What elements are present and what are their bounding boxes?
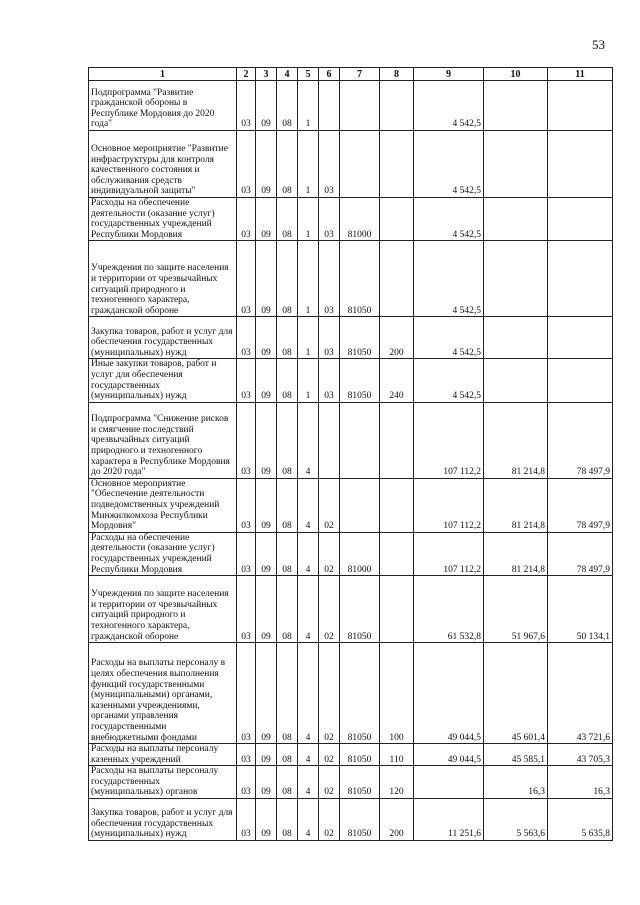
code-cell: 09	[256, 744, 277, 766]
table-row	[89, 131, 613, 198]
amount-cell: 49 044,5	[414, 744, 484, 766]
amount-cell: 49 044,5	[414, 643, 484, 744]
code-cell: 08	[277, 532, 298, 575]
code-cell: 08	[277, 799, 298, 841]
amount-cell	[548, 198, 613, 241]
code-cell: 4	[298, 766, 319, 799]
amount-cell: 45 601,4	[484, 643, 548, 744]
item-name: Закупка товаров, работ и услуг для обеспечения государственных (муниципальных) нужд	[89, 799, 237, 841]
code-cell	[340, 402, 380, 478]
code-cell: 08	[277, 81, 298, 131]
code-cell: 02	[319, 576, 340, 643]
amount-cell: 107 112,2	[414, 532, 484, 575]
code-cell: 08	[277, 766, 298, 799]
code-cell: 1	[298, 131, 319, 198]
code-cell: 03	[237, 402, 256, 478]
amount-cell: 4 542,5	[414, 359, 484, 402]
table-row	[89, 317, 613, 359]
item-name: Основное мероприятие "Обеспечение деятельности подведомственных учреждений Минжилкомхоза Республики Мордовия"	[89, 478, 237, 532]
amount-cell: 50 134,1	[548, 576, 613, 643]
amount-cell: 43 705,3	[548, 744, 613, 766]
code-cell: 03	[319, 317, 340, 359]
code-cell: 03	[237, 643, 256, 744]
amount-cell: 5 563,6	[484, 799, 548, 841]
code-cell	[380, 402, 414, 478]
amount-cell: 45 585,1	[484, 744, 548, 766]
code-cell: 09	[256, 359, 277, 402]
header-cell: 5	[298, 68, 319, 81]
code-cell: 03	[237, 317, 256, 359]
code-cell: 120	[380, 766, 414, 799]
item-name: Расходы на обеспечение деятельности (оказание услуг) государственных учреждений Республики Мордовия	[89, 532, 237, 575]
header-cell: 3	[256, 68, 277, 81]
code-cell: 08	[277, 317, 298, 359]
item-name: Подпрограмма "Развитие гражданской обороны в Республике Мордовия до 2020 года"	[89, 81, 237, 131]
code-cell: 03	[237, 576, 256, 643]
amount-cell: 78 497,9	[548, 532, 613, 575]
code-cell: 09	[256, 766, 277, 799]
item-name: Закупка товаров, работ и услуг для обеспечения государственных (муниципальных) нужд	[89, 317, 237, 359]
code-cell: 81000	[340, 198, 380, 241]
code-cell: 4	[298, 576, 319, 643]
amount-cell: 43 721,6	[548, 643, 613, 744]
code-cell: 09	[256, 241, 277, 317]
code-cell: 02	[319, 643, 340, 744]
code-cell: 100	[380, 643, 414, 744]
code-cell	[340, 81, 380, 131]
item-name: Расходы на выплаты персоналу казенных учреждений	[89, 744, 237, 766]
code-cell: 4	[298, 643, 319, 744]
amount-cell	[548, 317, 613, 359]
code-cell: 110	[380, 744, 414, 766]
code-cell: 02	[319, 478, 340, 532]
code-cell: 08	[277, 359, 298, 402]
code-cell: 1	[298, 241, 319, 317]
code-cell: 08	[277, 198, 298, 241]
code-cell	[380, 532, 414, 575]
code-cell: 03	[237, 241, 256, 317]
code-cell	[380, 241, 414, 317]
code-cell: 81050	[340, 576, 380, 643]
amount-cell	[548, 241, 613, 317]
code-cell: 08	[277, 402, 298, 478]
header-cell: 4	[277, 68, 298, 81]
code-cell: 81050	[340, 241, 380, 317]
table-row	[89, 241, 613, 317]
code-cell: 02	[319, 532, 340, 575]
header-cell: 6	[319, 68, 340, 81]
code-cell: 81050	[340, 359, 380, 402]
header-cell: 1	[89, 68, 237, 81]
code-cell: 200	[380, 317, 414, 359]
code-cell: 03	[237, 799, 256, 841]
amount-cell: 4 542,5	[414, 81, 484, 131]
code-cell: 4	[298, 478, 319, 532]
item-name: Расходы на обеспечение деятельности (оказание услуг) государственных учреждений Республики Мордовия	[89, 198, 237, 241]
budget-table	[88, 67, 613, 841]
code-cell: 03	[319, 198, 340, 241]
code-cell: 81000	[340, 532, 380, 575]
item-name: Иные закупки товаров, работ и услуг для обеспечения государственных (муниципальных) нужд	[89, 359, 237, 402]
amount-cell	[484, 81, 548, 131]
code-cell: 81050	[340, 799, 380, 841]
table-row	[89, 799, 613, 841]
table-row	[89, 744, 613, 766]
code-cell: 03	[237, 359, 256, 402]
code-cell: 09	[256, 317, 277, 359]
code-cell: 03	[319, 359, 340, 402]
code-cell: 81050	[340, 744, 380, 766]
code-cell: 1	[298, 198, 319, 241]
header-cell: 7	[340, 68, 380, 81]
code-cell: 03	[237, 198, 256, 241]
code-cell	[380, 478, 414, 532]
code-cell: 09	[256, 402, 277, 478]
code-cell: 09	[256, 81, 277, 131]
code-cell: 4	[298, 402, 319, 478]
code-cell	[380, 131, 414, 198]
amount-cell	[548, 131, 613, 198]
amount-cell: 11 251,6	[414, 799, 484, 841]
amount-cell: 61 532,8	[414, 576, 484, 643]
amount-cell: 78 497,9	[548, 478, 613, 532]
amount-cell: 16,3	[484, 766, 548, 799]
code-cell: 08	[277, 241, 298, 317]
code-cell: 08	[277, 576, 298, 643]
amount-cell: 5 635,8	[548, 799, 613, 841]
header-cell: 11	[548, 68, 613, 81]
amount-cell	[484, 198, 548, 241]
code-cell: 03	[319, 131, 340, 198]
amount-cell: 107 112,2	[414, 402, 484, 478]
code-cell: 4	[298, 532, 319, 575]
item-name: Учреждения по защите населения и территории от чрезвычайных ситуаций природного и техногенного характера, гражданской обороне	[89, 576, 237, 643]
code-cell	[319, 81, 340, 131]
header-row	[89, 68, 613, 81]
amount-cell: 16,3	[548, 766, 613, 799]
code-cell: 03	[237, 131, 256, 198]
amount-cell: 4 542,5	[414, 241, 484, 317]
amount-cell	[548, 81, 613, 131]
code-cell: 1	[298, 317, 319, 359]
page-number: 53	[592, 37, 605, 52]
amount-cell: 81 214,8	[484, 478, 548, 532]
code-cell: 81050	[340, 317, 380, 359]
header-cell: 2	[237, 68, 256, 81]
code-cell: 09	[256, 643, 277, 744]
code-cell: 240	[380, 359, 414, 402]
code-cell: 09	[256, 131, 277, 198]
item-name: Основное мероприятие "Развитие инфраструктуры для контроля качественного состояния и обслуживания средств индивидуальной защиты"	[89, 131, 237, 198]
amount-cell	[484, 241, 548, 317]
table-row	[89, 359, 613, 402]
code-cell: 4	[298, 744, 319, 766]
code-cell: 09	[256, 198, 277, 241]
code-cell: 03	[237, 744, 256, 766]
code-cell: 81050	[340, 766, 380, 799]
amount-cell: 4 542,5	[414, 317, 484, 359]
amount-cell: 81 214,8	[484, 402, 548, 478]
table-row	[89, 643, 613, 744]
header-cell: 9	[414, 68, 484, 81]
item-name: Учреждения по защите населения и территории от чрезвычайных ситуаций природного и техногенного характера, гражданской обороне	[89, 241, 237, 317]
amount-cell: 4 542,5	[414, 131, 484, 198]
code-cell: 03	[319, 241, 340, 317]
code-cell: 09	[256, 532, 277, 575]
code-cell	[340, 478, 380, 532]
code-cell: 03	[237, 766, 256, 799]
amount-cell	[484, 359, 548, 402]
code-cell: 08	[277, 744, 298, 766]
item-name: Расходы на выплаты персоналу в целях обеспечения выполнения функций государственными (муниципальными) органами, казенными учреждениями, органами управления государственными внебюджетными фондами	[89, 643, 237, 744]
amount-cell: 107 112,2	[414, 478, 484, 532]
amount-cell: 81 214,8	[484, 532, 548, 575]
amount-cell: 4 542,5	[414, 198, 484, 241]
table-row	[89, 766, 613, 799]
code-cell: 03	[237, 81, 256, 131]
code-cell	[340, 131, 380, 198]
code-cell	[380, 198, 414, 241]
code-cell: 08	[277, 643, 298, 744]
item-name: Подпрограмма "Снижение рисков и смягчение последствий чрезвычайных ситуаций природного и техногенного характера в Республике Мордовия до 2020 года"	[89, 402, 237, 478]
code-cell	[380, 576, 414, 643]
table-row	[89, 532, 613, 575]
code-cell	[380, 81, 414, 131]
amount-cell	[484, 317, 548, 359]
amount-cell	[484, 131, 548, 198]
code-cell: 03	[237, 532, 256, 575]
code-cell: 1	[298, 81, 319, 131]
code-cell: 09	[256, 799, 277, 841]
code-cell: 02	[319, 799, 340, 841]
amount-cell: 78 497,9	[548, 402, 613, 478]
code-cell: 02	[319, 766, 340, 799]
code-cell: 81050	[340, 643, 380, 744]
amount-cell	[548, 359, 613, 402]
item-name: Расходы на выплаты персоналу государственных (муниципальных) органов	[89, 766, 237, 799]
amount-cell	[414, 766, 484, 799]
code-cell: 08	[277, 131, 298, 198]
table-row	[89, 402, 613, 478]
code-cell: 200	[380, 799, 414, 841]
table-row	[89, 81, 613, 131]
code-cell: 4	[298, 799, 319, 841]
table-row	[89, 576, 613, 643]
code-cell: 02	[319, 744, 340, 766]
table-row	[89, 478, 613, 532]
code-cell: 1	[298, 359, 319, 402]
code-cell: 08	[277, 478, 298, 532]
code-cell: 09	[256, 576, 277, 643]
header-cell: 10	[484, 68, 548, 81]
code-cell: 09	[256, 478, 277, 532]
amount-cell: 51 967,6	[484, 576, 548, 643]
header-cell: 8	[380, 68, 414, 81]
code-cell	[319, 402, 340, 478]
table-row	[89, 198, 613, 241]
code-cell: 03	[237, 478, 256, 532]
